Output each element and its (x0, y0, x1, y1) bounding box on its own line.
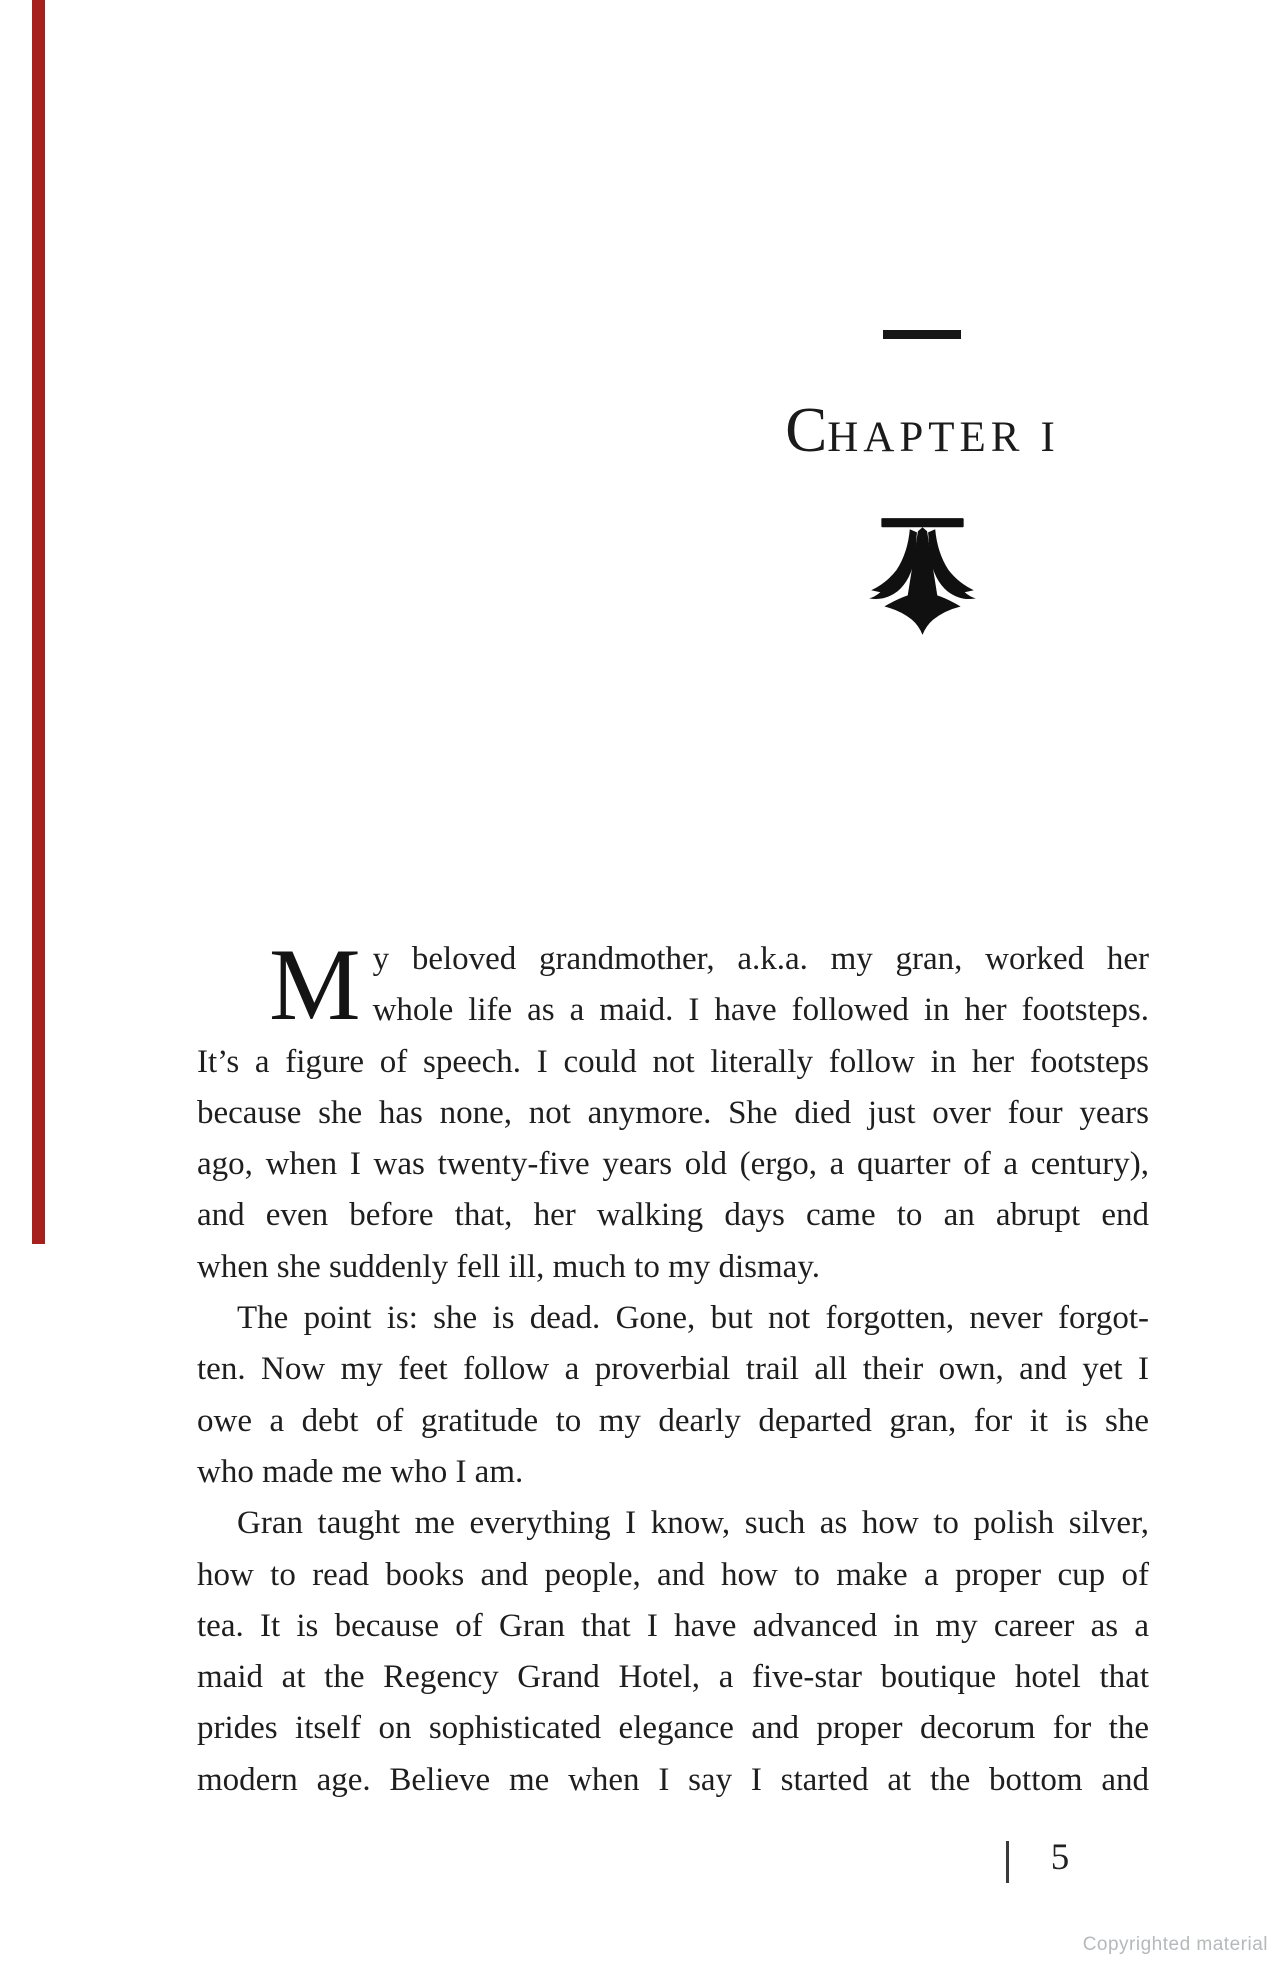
text-line: ten. Now my feet follow a proverbial trail all their own, and yet I (197, 1351, 1149, 1388)
copyright-watermark: Copyrighted material (1082, 1934, 1268, 1955)
page-number: 5 (1050, 1837, 1070, 1878)
text-line: and even before that, her walking days came to an abrupt end (197, 1197, 1149, 1234)
paragraph (197, 1498, 1149, 1806)
text-line: Gran taught me everything I know, such as how to polish silver, (237, 1505, 1149, 1542)
paragraph (197, 928, 1149, 1293)
text-line: because she has none, not anymore. She died just over four years (197, 1094, 1149, 1131)
text-line: who made me who I am. (197, 1453, 524, 1490)
text-line: tea. It is because of Gran that I have advanced in my career as a (197, 1607, 1149, 1644)
text-line: how to read books and people, and how to make a proper cup of (197, 1556, 1149, 1593)
chapter-rule (883, 330, 961, 339)
chapter-title-smallcaps: HAPTER (827, 414, 1025, 461)
text-line: The point is: she is dead. Gone, but not forgotten, never forgot- (237, 1300, 1149, 1337)
text-line: owe a debt of gratitude to my dearly departed gran, for it is she (197, 1402, 1149, 1439)
chapter-number: I (1040, 414, 1055, 461)
text-line: when she suddenly fell ill, much to my dismay. (197, 1248, 820, 1285)
chapter-title (700, 395, 1140, 477)
text-line: whole life as a maid. I have followed in her footsteps. (372, 992, 1149, 1029)
footer-divider (1006, 1841, 1009, 1883)
fleuron-ornament-icon (866, 512, 978, 645)
text-line: maid at the Regency Grand Hotel, a five-star boutique hotel that (197, 1659, 1149, 1696)
body-text (197, 928, 1149, 1806)
text-line: prides itself on sophisticated elegance and proper decorum for the (197, 1710, 1149, 1747)
paragraph (197, 1293, 1149, 1498)
text-line: modern age. Believe me when I say I started at the bottom and (197, 1761, 1149, 1798)
drop-cap: M (269, 928, 361, 1042)
text-line: y beloved grandmother, a.k.a. my gran, worked her (372, 941, 1149, 977)
book-edge-red-strip (32, 0, 45, 1244)
chapter-title-initial: C (785, 395, 828, 465)
text-line: It’s a figure of speech. I could not literally follow in her footsteps (197, 1043, 1149, 1080)
text-line: ago, when I was twenty-five years old (ergo, a quarter of a century), (197, 1146, 1149, 1183)
